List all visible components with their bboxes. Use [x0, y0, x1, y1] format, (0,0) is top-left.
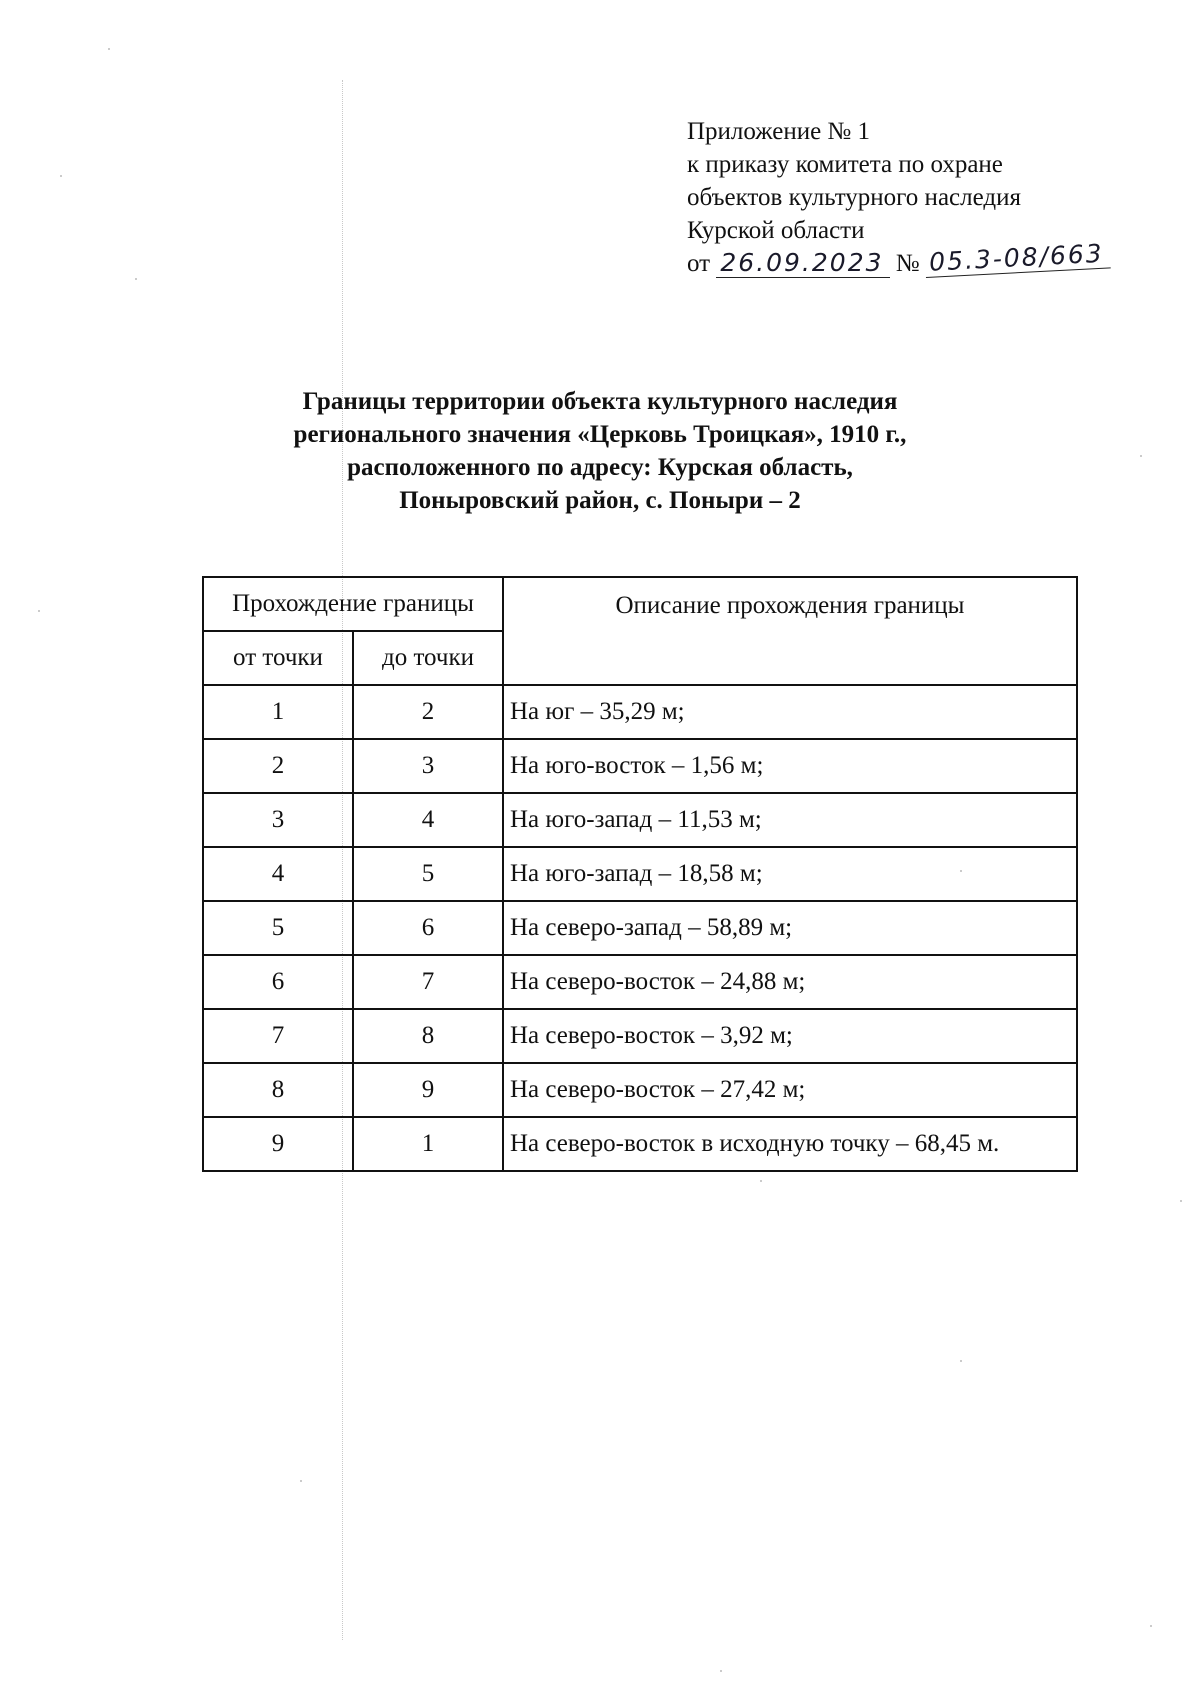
table-row	[203, 847, 1077, 901]
cell-to: 1	[353, 1117, 503, 1171]
cell-description: На северо-восток – 24,88 м;	[503, 955, 1077, 1009]
cell-description: На северо-запад – 58,89 м;	[503, 901, 1077, 955]
scan-speck	[1180, 1200, 1182, 1202]
cell-to: 5	[353, 847, 503, 901]
cell-to: 8	[353, 1009, 503, 1063]
document-title	[160, 385, 1040, 517]
cell-description: На юг – 35,29 м;	[503, 685, 1077, 739]
header-description: Описание прохождения границы	[503, 577, 1077, 685]
scan-speck	[38, 610, 40, 612]
scan-speck	[135, 278, 137, 280]
header-boundary-passage: Прохождение границы	[203, 577, 503, 631]
cell-from: 4	[203, 847, 353, 901]
cell-description: На юго-восток – 1,56 м;	[503, 739, 1077, 793]
header-to-point: до точки	[353, 631, 503, 685]
title-line-2: регионального значения «Церковь Троицкая», 1910 г.,	[293, 421, 907, 448]
date-prefix: от	[687, 250, 711, 277]
scan-speck	[1150, 1625, 1152, 1627]
table-row	[203, 739, 1077, 793]
appendix-block	[687, 115, 1111, 280]
scan-speck	[960, 870, 962, 872]
table-row	[203, 1117, 1077, 1171]
appendix-line-1: Приложение № 1	[687, 118, 871, 145]
cell-from: 8	[203, 1063, 353, 1117]
cell-description: На северо-восток – 27,42 м;	[503, 1063, 1077, 1117]
cell-from: 2	[203, 739, 353, 793]
table-row	[203, 955, 1077, 1009]
cell-description: На северо-восток – 3,92 м;	[503, 1009, 1077, 1063]
appendix-line-4: Курской области	[687, 217, 865, 244]
scan-speck	[720, 1670, 722, 1672]
cell-from: 9	[203, 1117, 353, 1171]
cell-to: 4	[353, 793, 503, 847]
order-date-line	[687, 238, 1111, 280]
appendix-line-3: объектов культурного наследия	[687, 184, 1021, 211]
boundary-table	[202, 576, 1078, 1172]
cell-to: 6	[353, 901, 503, 955]
cell-from: 3	[203, 793, 353, 847]
cell-to: 7	[353, 955, 503, 1009]
scan-speck	[60, 175, 62, 177]
cell-from: 7	[203, 1009, 353, 1063]
cell-to: 2	[353, 685, 503, 739]
title-line-4: Поныровский район, с. Поныри – 2	[399, 487, 801, 514]
cell-from: 5	[203, 901, 353, 955]
table-row	[203, 685, 1077, 739]
handwritten-date: 26.09.2023	[716, 249, 889, 278]
scan-speck	[760, 1180, 762, 1182]
cell-from: 1	[203, 685, 353, 739]
table-row	[203, 793, 1077, 847]
header-from-point: от точки	[203, 631, 353, 685]
cell-to: 9	[353, 1063, 503, 1117]
cell-to: 3	[353, 739, 503, 793]
cell-description: На юго-запад – 11,53 м;	[503, 793, 1077, 847]
table-row	[203, 1063, 1077, 1117]
table-row	[203, 901, 1077, 955]
cell-description: На юго-запад – 18,58 м;	[503, 847, 1077, 901]
scan-speck	[960, 1360, 962, 1362]
appendix-line-2: к приказу комитета по охране	[687, 151, 1003, 178]
scan-speck	[300, 1480, 302, 1482]
scan-speck	[1140, 455, 1142, 457]
table-header-row	[203, 577, 1077, 631]
table-row	[203, 1009, 1077, 1063]
cell-from: 6	[203, 955, 353, 1009]
handwritten-order-number: 05.3-08/663	[924, 239, 1110, 278]
title-line-1: Границы территории объекта культурного наследия	[302, 388, 898, 415]
title-line-3: расположенного по адресу: Курская область,	[347, 454, 853, 481]
cell-description: На северо-восток в исходную точку – 68,45 м.	[503, 1117, 1077, 1171]
scan-speck	[108, 48, 110, 50]
number-prefix: №	[895, 250, 920, 277]
